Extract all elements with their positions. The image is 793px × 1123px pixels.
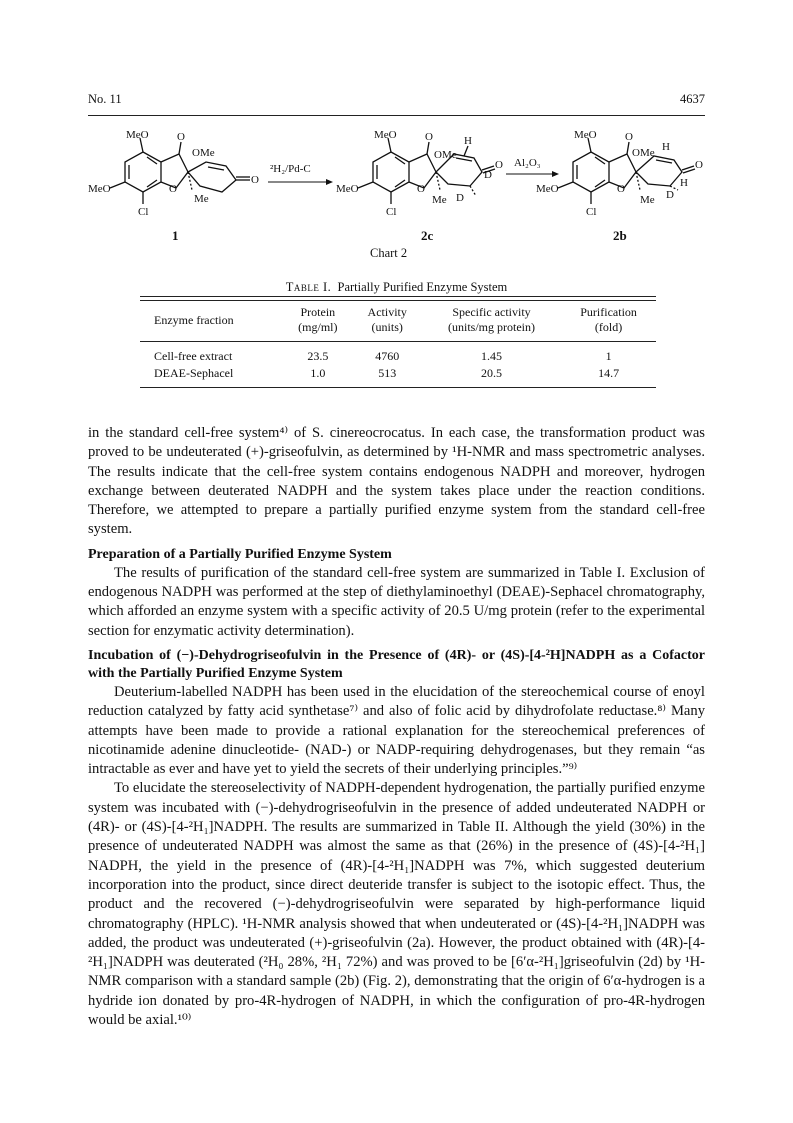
table-row: [140, 365, 656, 388]
atom-label: D: [484, 169, 492, 181]
compound-1-label: 1: [172, 228, 179, 243]
atom-label: Me: [432, 194, 447, 206]
table-cell: 14.7: [598, 366, 620, 380]
section-heading: Incubation of (−)-Dehydrogriseofulvin in the Presence of (4R)- or (4S)-[4-²H]NADPH as a Cofactor with the Partially Purified Enzyme System: [88, 647, 705, 681]
header-rule: [88, 115, 705, 116]
table-cell: DEAE-Sephacel: [154, 366, 234, 380]
atom-label: MeO: [126, 129, 149, 141]
chemical-scheme: [88, 124, 705, 284]
table-caption: [0, 280, 793, 295]
chart-caption: Chart 2: [370, 246, 408, 260]
issue-number: No. 11: [88, 92, 122, 106]
arrowhead: [552, 171, 559, 177]
enzyme-purification-table: [140, 296, 656, 388]
atom-label: O: [177, 131, 185, 143]
atom-label: O: [425, 131, 433, 143]
atom-label: D: [666, 189, 674, 201]
atom-label: H: [680, 177, 688, 189]
table-cell: 4760: [375, 349, 400, 363]
paragraph: The results of purification of the standard cell-free system are summarized in Table I. Exclusion of endogenous NADPH was performed at the step of diethylaminoethyl (DEAE)-Sephacel chromatography, which afforded an enzyme system with a specific activity of 20.5 U/mg protein (refer to the experimental section for enzymatic activity determination).: [88, 564, 705, 639]
table-cell: 23.5: [307, 349, 329, 363]
col-header-protein: Protein (mg/ml): [298, 305, 338, 334]
atom-label: MeO: [536, 183, 559, 195]
compound-2c-label: 2c: [421, 228, 434, 243]
compound-2c-structure: [358, 138, 495, 204]
arrow-1-reagent: ²H₂/Pd-C: [270, 163, 311, 175]
arrow-2-reagent: Al₂O₃: [514, 157, 541, 169]
atom-label: OMe: [632, 147, 655, 159]
col-header-enzyme-fraction: Enzyme fraction: [154, 312, 234, 327]
page-number: 4637: [680, 92, 705, 106]
col-header-specific-activity: Specific activity (units/mg protein): [448, 305, 536, 334]
atom-label: Me: [194, 193, 209, 205]
atom-label: OMe: [434, 149, 457, 161]
atom-label: O: [417, 183, 425, 195]
table-cell: 1.45: [481, 349, 503, 363]
atom-label: H: [464, 135, 472, 147]
paragraph: Deuterium-labelled NADPH has been used in the elucidation of the stereochemical course of enoyl reduction catalyzed by fatty acid synthetase⁷⁾ and also of folic acid by dihydrofolate reductase.⁸⁾ Many attempts have been made to provide a rational explanation for the stereochemical preferences of nicotinamide adenine dinucleotide- (NAD-) or NADP-requiring dehydrogenases, but they remain “as intractable as ever and have yet to yield the secrets of their underlying principles.”⁹⁾: [88, 683, 705, 778]
atom-label: MeO: [374, 129, 397, 141]
atom-label: O: [495, 159, 503, 171]
compound-2b-atom-labels: [536, 129, 703, 218]
atom-label: O: [695, 159, 703, 171]
atom-label: O: [617, 183, 625, 195]
atom-label: OMe: [192, 147, 215, 159]
table-cell: 1.0: [310, 366, 326, 380]
table-cell: Cell-free extract: [154, 349, 233, 363]
paragraph: To elucidate the stereoselectivity of NADPH-dependent hydrogenation, the partially purified enzyme system was incubated with (−)-dehydrogriseofulvin in the presence of added undeuterated NADPH or (4R)- or (4S)-[4-²H₁]NADPH. The results are summarized in Table II. Although the yield (30%) in the presence of undeuterated NADPH was almost the same as that (26%) in the presence of (4S)-[4-²H₁] NADPH, the yield in the presence of (4R)-[4-²H₁]NADPH was 7%, which suggested deuterium incorporation into the product, since direct deuteride transfer is subject to the isotopic effect. Thus, the product and the recovered (−)-dehydrogriseofulvin were separated by high-performance liquid chromatography (HPLC). ¹H-NMR analysis showed that when undeuterated or (4S)-[4-²H₁]NADPH was added, the product was undeuterated (+)-griseofulvin (2a). However, the product obtained with (4R)-[4-²H₁]NADPH was deuterated (²H₀ 28%, ²H₁ 72%) and was proved to be [6′α-²H₁]griseofulvin (2d) by ¹H-NMR comparison with a standard sample (2b) (Fig. 2), demonstrating that the origin of 6′α-hydrogen is a hydride ion donated by pro-4R-hydrogen of NADPH, in which the configuration of pro-4R-hydrogen would be axial.¹⁰⁾: [88, 780, 705, 1029]
atom-label: MeO: [336, 183, 359, 195]
atom-label: Me: [640, 194, 655, 206]
table-cell: 1: [605, 349, 612, 363]
compound-2b-structure: [558, 138, 695, 204]
compound-2c-atom-labels: [336, 129, 503, 218]
atom-label: MeO: [574, 129, 597, 141]
col-header-purification: Purification (fold): [580, 305, 637, 334]
atom-label: O: [251, 174, 259, 186]
atom-label: Cl: [138, 206, 149, 218]
table-cell: 513: [378, 366, 397, 380]
table-header-row: [140, 301, 656, 342]
running-header: [88, 92, 705, 107]
table-row: [140, 342, 656, 366]
atom-label: Cl: [586, 206, 597, 218]
compound-1-atom-labels: [88, 129, 259, 218]
atom-label: D: [456, 192, 464, 204]
section-heading: Preparation of a Partially Purified Enzyme System: [88, 546, 392, 562]
table-caption-text: Partially Purified Enzyme System: [337, 280, 508, 294]
paragraph: in the standard cell-free system⁴⁾ of S. cinereocrocatus. In each case, the transformation product was proved to be undeuterated (+)-griseofulvin, as determined by ¹H-NMR and mass spectrometric analyses. The results indicate that the cell-free system contains endogenous NADPH and moreover, hydrogen exchange between deuterated NADPH and the system takes place under the reaction conditions. Therefore, we attempted to prepare a partially purified enzyme system from the standard cell-free system.: [88, 425, 705, 538]
atom-label: O: [169, 183, 177, 195]
table-cell: 20.5: [481, 366, 503, 380]
atom-label: H: [662, 141, 670, 153]
body-text: [88, 424, 705, 1030]
atom-label: O: [625, 131, 633, 143]
arrowhead: [326, 179, 333, 185]
compound-1-structure: [110, 138, 250, 204]
atom-label: MeO: [88, 183, 111, 195]
compound-2b-label: 2b: [613, 228, 627, 243]
col-header-activity: Activity (units): [367, 305, 407, 334]
table-caption-prefix: Table I.: [285, 280, 332, 294]
atom-label: Cl: [386, 206, 397, 218]
